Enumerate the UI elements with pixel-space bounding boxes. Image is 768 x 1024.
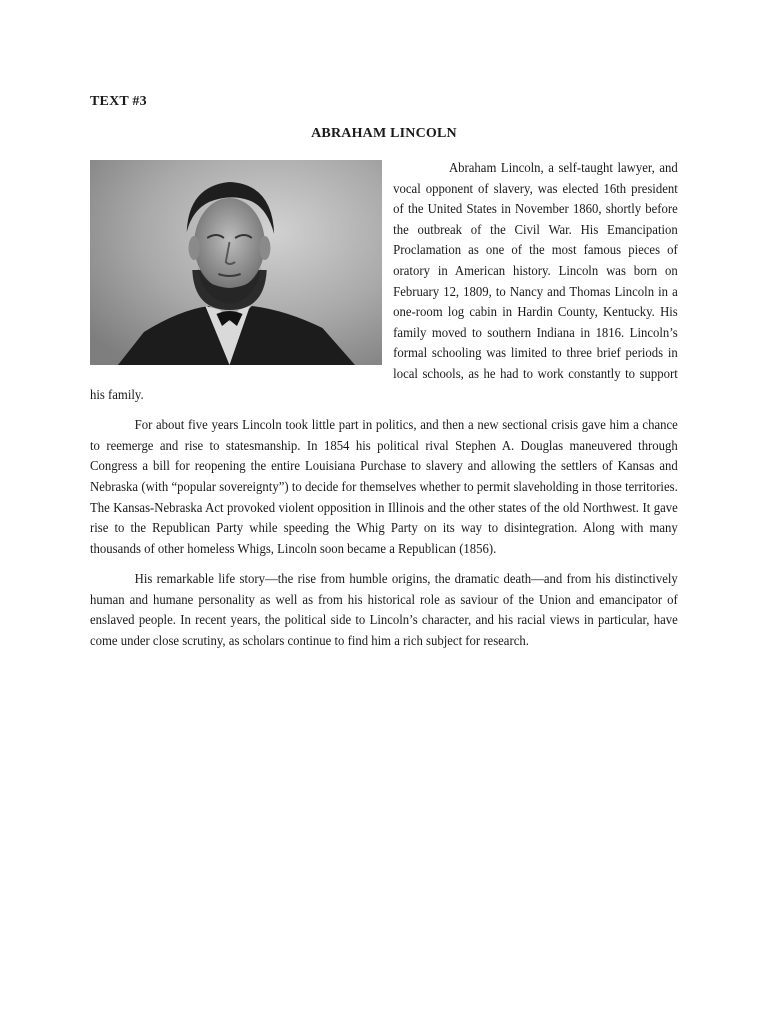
paragraph-3: His remarkable life story—the rise from humble origins, the dramatic death—and from his distinctively human and humane personality as well as from his historical role as saviour of the Union and emancipator of enslaved people. In recent years, the political side to Lincoln’s character, and his racial views in particular, have come under close scrutiny, as scholars continue to find him a rich subject for research. [90, 571, 678, 649]
document-body [90, 158, 678, 662]
document-title: ABRAHAM LINCOLN [311, 126, 457, 141]
paragraph-2: For about five years Lincoln took little part in politics, and then a new sectional crisis gave him a chance to reemerge and rise to statesmanship. In 1854 his political rival Stephen A. Douglas maneuvered through Congress a bill for reopening the entire Louisiana Purchase to slavery and allowing the settlers of Kansas and Nebraska (with “popular sovereignty”) to decide for themselves whether to permit slaveholding in those territories. The Kansas-Nebraska Act provoked violent opposition in Illinois and the other states of the old Northwest. It gave rise to the Republican Party while speeding the Whig Party on its way to disintegration. Along with many thousands of other homeless Whigs, Lincoln soon became a Republican (1856). [90, 417, 678, 556]
portrait-illustration [90, 160, 382, 365]
text-label: TEXT #3 [90, 94, 147, 109]
paragraph-1: Abraham Lincoln, a self-taught lawyer, and vocal opponent of slavery, was elected 16th president of the United States in November 1860, shortly before the outbreak of the Civil War. His Emancipation Proclamation as one of the most famous pieces of oratory in American history. Lincoln was born on February 12, 1809, to Nancy and Thomas Lincoln in a one-room log cabin in Hardin County, Kentucky. His family moved to southern Indiana in 1816. Lincoln’s formal schooling was limited to three brief periods in local schools, as he had to work constantly to support his family. [90, 160, 678, 402]
portrait-photo-icon [90, 160, 382, 365]
